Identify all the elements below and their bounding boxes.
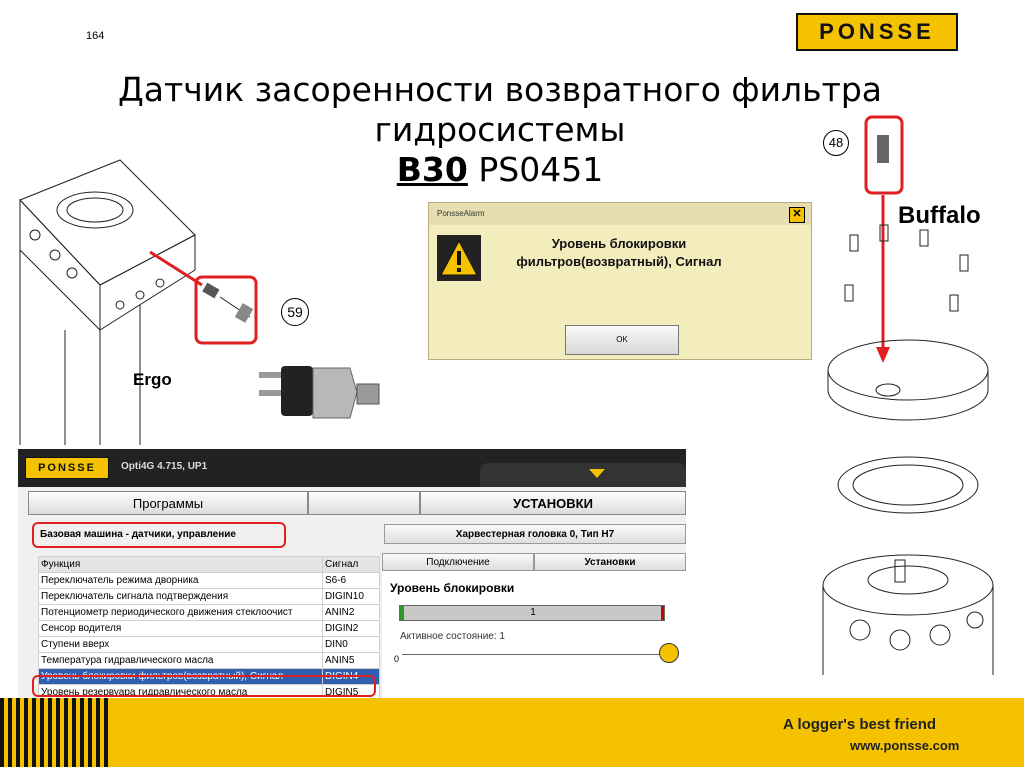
title-code: PS0451 [478,150,604,189]
slider-handle[interactable] [659,643,679,663]
detail-title: Уровень блокировки [390,581,515,595]
panel-logo: PONSSE [25,457,109,479]
chevron-down-icon [589,469,605,478]
cell-function: Переключатель режима дворника [39,573,323,589]
cell-function: Уровень резервуара гидравлического масла [39,685,323,701]
table-row[interactable] [39,589,380,605]
title-line-2: гидросистемы [374,110,626,149]
buffalo-filter-drawing [820,115,1024,695]
opti4g-window [18,449,686,707]
footer-website: www.ponsse.com [850,738,960,753]
slide-number: 164 [86,30,105,42]
detail-pane [382,571,686,707]
footer-stripes [0,698,112,767]
alarm-message-line-1: Уровень блокировки [551,236,687,251]
cell-signal: ANIN2 [323,605,380,621]
alarm-message [499,235,739,271]
callout-48: 48 [823,130,849,156]
col-header-function: Функция [39,557,323,573]
cell-signal: DIGIN10 [323,589,380,605]
table-header-row [39,557,380,573]
alarm-title-bar: PonsseAlarm [429,203,811,225]
menu-dropdown[interactable] [480,463,686,487]
harvester-head-label: Харвестерная головка 0, Тип H7 [384,524,686,544]
level-bar [399,605,665,621]
section-title: Базовая машина - датчики, управление [40,529,236,540]
col-header-signal: Сигнал [323,557,380,573]
tab-blank[interactable] [308,491,420,515]
table-row[interactable] [39,573,380,589]
panel-header [18,449,686,487]
warning-icon [437,235,481,281]
subtab-connection[interactable]: Подключение [382,553,534,571]
cell-function: Температура гидравлического масла [39,653,323,669]
footer-tagline: A logger's best friend [783,716,937,733]
cell-signal: DIGIN4 [323,669,380,685]
title-code-bold: B30 [396,150,468,189]
tab-settings[interactable]: УСТАНОВКИ [420,491,686,515]
title-line-1: Датчик засоренности возвратного фильтра [118,70,882,109]
cell-signal: DIN0 [323,637,380,653]
active-state: Активное состояние: 1 [400,631,505,642]
cell-function: Переключатель сигнала подтверждения [39,589,323,605]
ok-button[interactable]: OK [565,325,679,355]
buffalo-label: Buffalo [898,202,981,229]
cell-signal: DIGIN5 [323,685,380,701]
table-row[interactable] [39,653,380,669]
subtab-settings[interactable]: Установки [534,553,686,571]
ponsse-logo: PONSSE [796,13,958,51]
tab-programs[interactable]: Программы [28,491,308,515]
slider-min: 0 [394,654,400,664]
cell-signal: S6-6 [323,573,380,589]
table-row[interactable] [39,621,380,637]
sensor-photo [255,362,385,437]
alarm-message-line-2: фильтров(возвратный), Сигнал [516,254,722,269]
cell-function: Ступени вверх [39,637,323,653]
cell-function: Потенциометр периодического движения стеклоочист [39,605,323,621]
slider-track[interactable] [402,654,670,655]
level-bar-value: 1 [530,607,536,618]
cell-function: Сенсор водителя [39,621,323,637]
callout-59: 59 [281,298,309,326]
cell-signal: DIGIN2 [323,621,380,637]
cell-function: Уровень блокировки фильтров(возвратный), Сигнал [39,669,323,685]
table-row[interactable] [39,605,380,621]
ergo-label: Ergo [133,370,172,389]
version-label: Opti4G 4.715, UP1 [121,461,208,472]
cell-signal: ANIN5 [323,653,380,669]
alarm-dialog [428,202,812,360]
close-icon[interactable]: ✕ [789,207,805,223]
row-highlight [32,675,376,697]
table-row[interactable] [39,637,380,653]
